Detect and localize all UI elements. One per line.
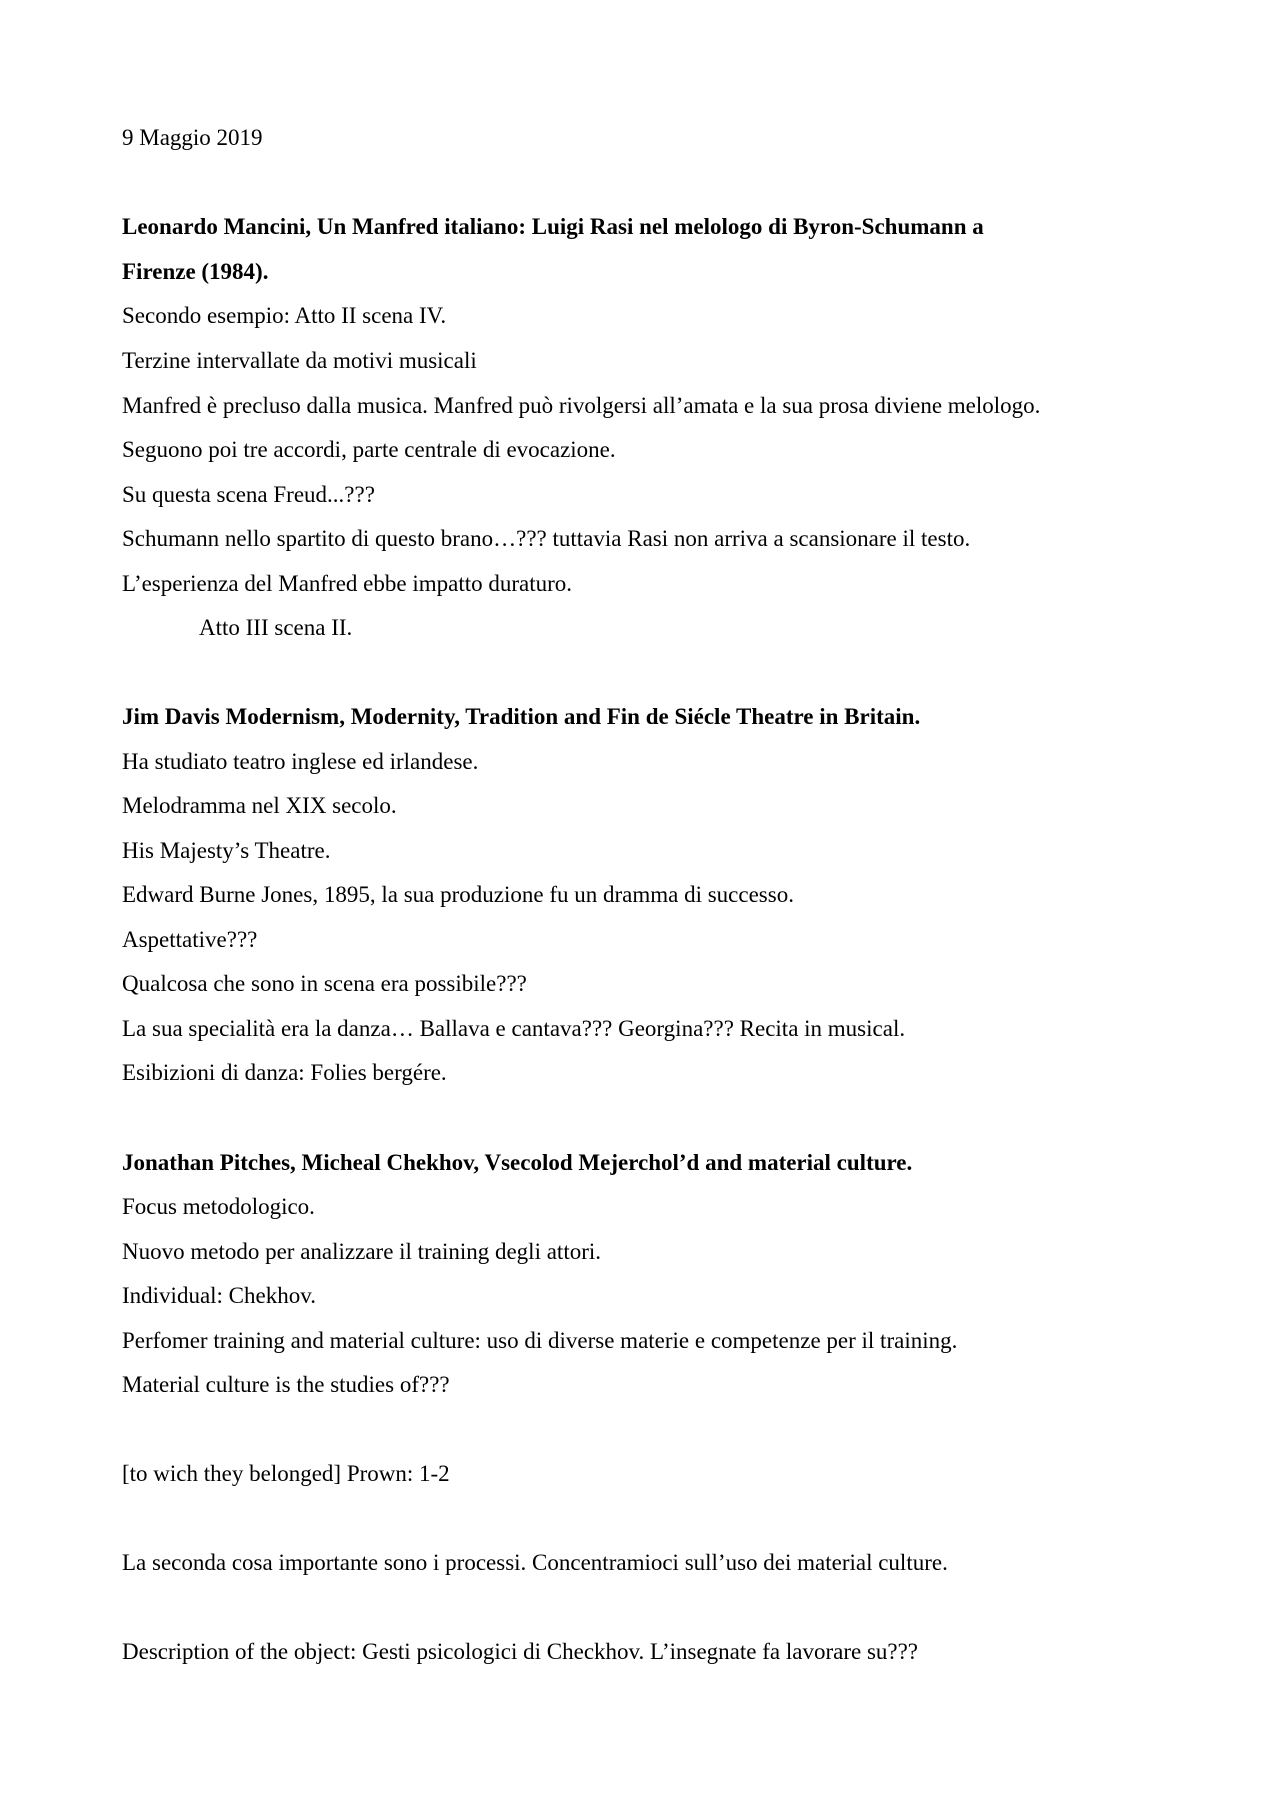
section-2-line: Melodramma nel XIX secolo. <box>122 793 397 818</box>
section-1-line: L’esperienza del Manfred ebbe impatto duraturo. <box>122 571 573 596</box>
section-1-indented-line: Atto III scena II. <box>199 615 353 640</box>
section-2-line: Qualcosa che sono in scena era possibile??? <box>122 971 527 996</box>
section-3-line: Perfomer training and material culture: uso di diverse materie e competenze per il training. <box>122 1328 958 1353</box>
section-1-line: Su questa scena Freud...??? <box>122 482 375 507</box>
section-2-line: La sua specialità era la danza… Ballava e cantava??? Georgina??? Recita in musical. <box>122 1016 906 1041</box>
section-3-paragraph: Description of the object: Gesti psicologici di Checkhov. L’insegnate fa lavorare su??? <box>122 1639 919 1664</box>
section-3-line: Nuovo metodo per analizzare il training degli attori. <box>122 1239 602 1264</box>
section-1-line: Terzine intervallate da motivi musicali <box>122 348 477 373</box>
section-1-title-line-2: Firenze (1984). <box>122 259 269 284</box>
section-1-line: Seguono poi tre accordi, parte centrale di evocazione. <box>122 437 616 462</box>
section-3-title: Jonathan Pitches, Micheal Chekhov, Vsecolod Mejerchol’d and material culture. <box>122 1150 913 1175</box>
section-2-line: Aspettative??? <box>122 927 258 952</box>
section-1-line: Secondo esempio: Atto II scena IV. <box>122 303 447 328</box>
section-2-line: Esibizioni di danza: Folies bergére. <box>122 1060 447 1085</box>
section-3-line: Material culture is the studies of??? <box>122 1372 450 1397</box>
document-date: 9 Maggio 2019 <box>122 125 263 150</box>
section-2-line: Edward Burne Jones, 1895, la sua produzione fu un dramma di successo. <box>122 882 794 907</box>
section-2-title: Jim Davis Modernism, Modernity, Tradition and Fin de Siécle Theatre in Britain. <box>122 704 921 729</box>
section-3-paragraph: La seconda cosa importante sono i processi. Concentramioci sull’uso dei material culture. <box>122 1550 948 1575</box>
section-2-line: His Majesty’s Theatre. <box>122 838 331 863</box>
section-2-line: Ha studiato teatro inglese ed irlandese. <box>122 749 479 774</box>
section-3-line: Focus metodologico. <box>122 1194 315 1219</box>
section-1-line: Schumann nello spartito di questo brano…??? tuttavia Rasi non arriva a scansionare il testo. <box>122 526 971 551</box>
section-3-paragraph: [to wich they belonged] Prown: 1-2 <box>122 1461 450 1486</box>
section-1-title-line-1: Leonardo Mancini, Un Manfred italiano: Luigi Rasi nel melologo di Byron-Schumann a <box>122 214 984 239</box>
section-1-line: Manfred è precluso dalla musica. Manfred può rivolgersi all’amata e la sua prosa diviene melologo. <box>122 393 1041 418</box>
section-3-line: Individual: Chekhov. <box>122 1283 316 1308</box>
